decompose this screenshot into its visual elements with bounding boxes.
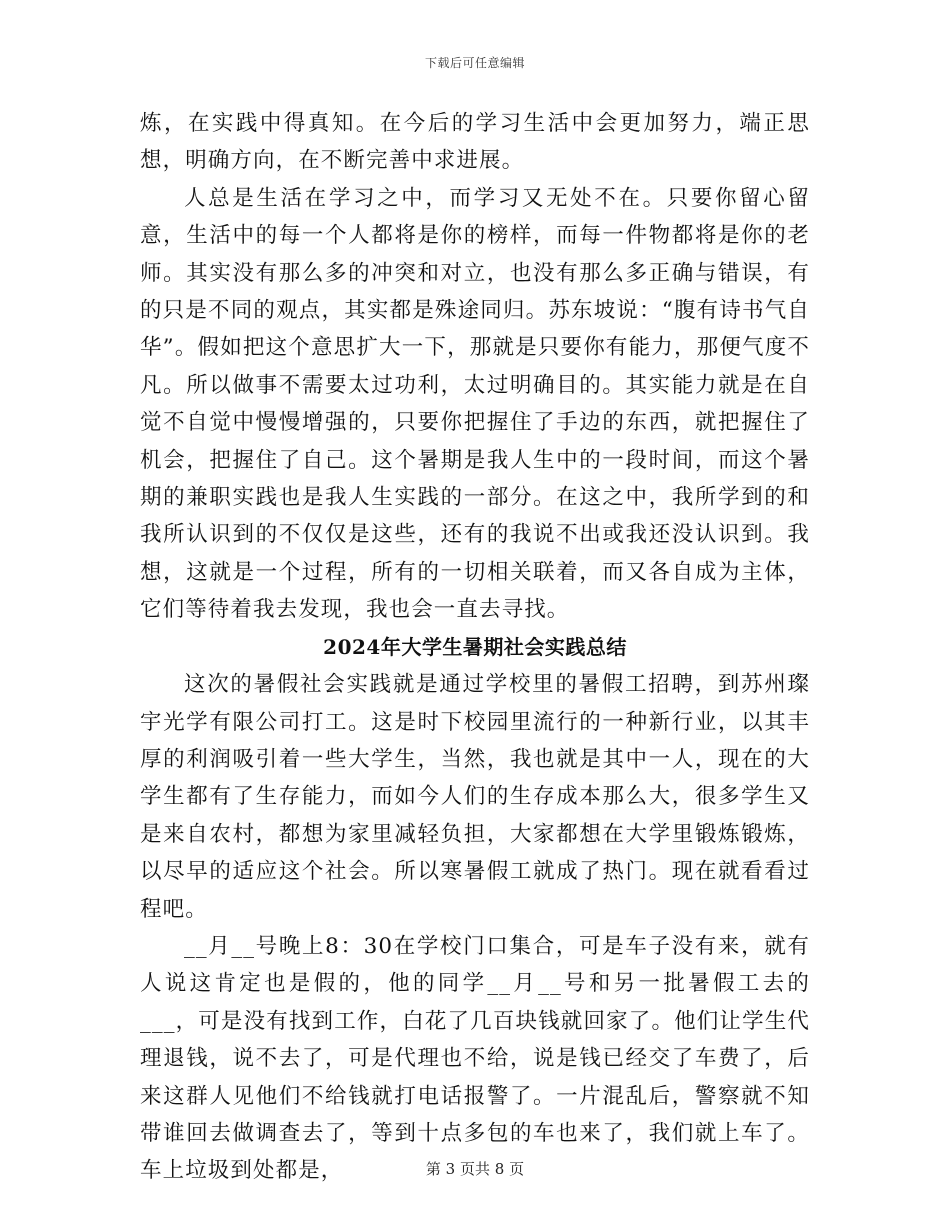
paragraph: __月__号晚上8：30在学校门口集合，可是车子没有来，就有人说这肯定也是假的，他的同学__月__号和另一批暑假工去的___，可是没有找到工作，白花了几百块钱就回家了。他们让学生代理退钱，说不去了，可是代理也不给，说是钱已经交了车费了，后来这群人见他们不给钱就打电话报警了。一片混乱后，警察就不知带谁回去做调查去了，等到十点多包的车也来了，我们就上车了。车上垃圾到处都是， [140, 933, 810, 1184]
document-body [140, 105, 810, 1190]
paragraph: 人总是生活在学习之中，而学习又无处不在。只要你留心留意，生活中的每一个人都将是你的榜样，而每一件物都将是你的老师。其实没有那么多的冲突和对立，也没有那么多正确与错误，有的只是不同的观点，其实都是殊途同归。苏东坡说：“腹有诗书气自华”。假如把这个意思扩大一下，那就是只要你有能力，那便气度不凡。所以做事不需要太过功利，太过明确目的。其实能力就是在自觉不自觉中慢慢增强的，只要你把握住了手边的东西，就把握住了机会，把握住了自己。这个暑期是我人生中的一段时间，而这个暑期的兼职实践也是我人生实践的一部分。在这之中，我所学到的和我所认识到的不仅仅是这些，还有的我说不出或我还没认识到。我想，这就是一个过程，所有的一切相关联着，而又各自成为主体，它们等待着我去发现，我也会一直去寻找。 [140, 185, 810, 623]
paragraph: 炼，在实践中得真知。在今后的学习生活中会更加努力，端正思想，明确方向，在不断完善中求进展。 [140, 111, 810, 174]
page-footer: 第 3 页共 8 页 [425, 1160, 525, 1178]
section-title: 2024年大学生暑期社会实践总结 [323, 634, 627, 659]
page-header: 下载后可任意编辑 [424, 56, 525, 70]
paragraph: 这次的暑假社会实践就是通过学校里的暑假工招聘，到苏州璨宇光学有限公司打工。这是时下校园里流行的一种新行业，以其丰厚的利润吸引着一些大学生，当然，我也就是其中一人，现在的大学生都有了生存能力，而如今人们的生存成本那么大，很多学生又是来自农村，都想为家里减轻负担，大家都想在大学里锻炼锻炼，以尽早的适应这个社会。所以寒暑假工就成了热门。现在就看看过程吧。 [140, 672, 810, 922]
